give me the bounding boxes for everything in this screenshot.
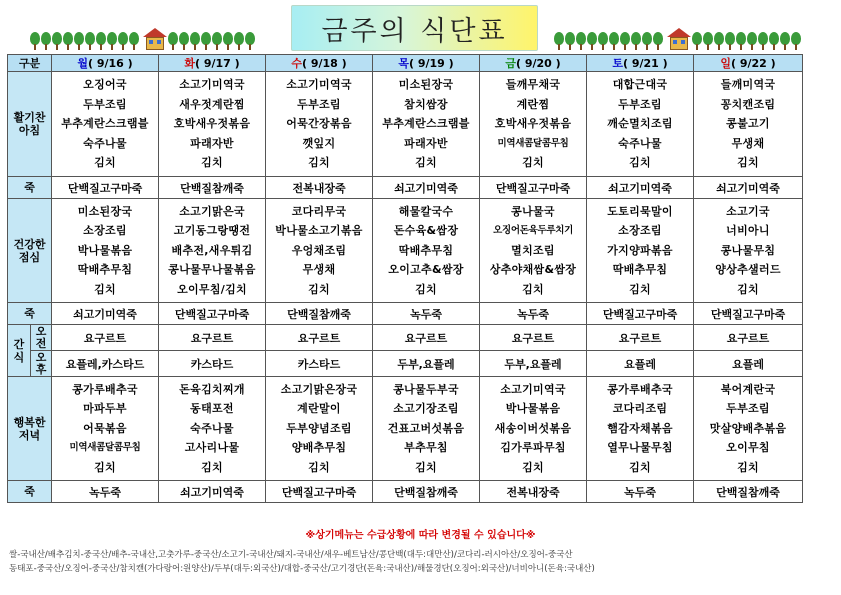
lunch-mon: 미소된장국 소장조림 박나물볶음 딱배추무침 김치 bbox=[52, 199, 159, 303]
lunch-fri: 콩나물국 오징어돈육두루치기 멸치조림 상추야채쌈&쌈장 김치 bbox=[480, 199, 587, 303]
lunch-porridge-sat: 단백질고구마죽 bbox=[587, 303, 694, 325]
day-header-thu bbox=[373, 55, 480, 72]
tree-icon bbox=[118, 32, 128, 50]
dinner-sun: 북어계란국 두부조림 맛살양배추볶음 오이무침 김치 bbox=[694, 377, 803, 481]
snack-am-sun: 요구르트 bbox=[694, 325, 803, 351]
breakfast-porridge-row bbox=[8, 177, 803, 199]
snack-pm-label: 오 후 bbox=[31, 351, 52, 377]
breakfast-row bbox=[8, 72, 803, 177]
lunch-label: 건강한 점심 bbox=[8, 199, 52, 303]
day-name: 일 bbox=[720, 57, 731, 70]
header-corner: 구분 bbox=[8, 55, 52, 72]
snack-pm-fri: 두부,요플레 bbox=[480, 351, 587, 377]
snack-am-fri: 요구르트 bbox=[480, 325, 587, 351]
day-date: ( 9/22 ) bbox=[730, 57, 776, 70]
tree-decoration-right bbox=[554, 28, 801, 50]
tree-icon bbox=[736, 32, 746, 50]
breakfast-mon: 오징어국 두부조림 부추계란스크램블 숙주나물 김치 bbox=[52, 72, 159, 177]
dinner-porridge-fri: 전복내장죽 bbox=[480, 481, 587, 503]
breakfast-wed: 소고기미역국 두부조림 어묵간장볶음 깻잎지 김치 bbox=[266, 72, 373, 177]
snack-label: 간 식 bbox=[8, 325, 31, 377]
snack-pm-sat: 요플레 bbox=[587, 351, 694, 377]
day-header-mon bbox=[52, 55, 159, 72]
lunch-porridge-row bbox=[8, 303, 803, 325]
tree-icon bbox=[576, 32, 586, 50]
day-header-sat bbox=[587, 55, 694, 72]
tree-icon bbox=[107, 32, 117, 50]
day-date: ( 9/21 ) bbox=[622, 57, 668, 70]
breakfast-porridge-fri: 단백질고구마죽 bbox=[480, 177, 587, 199]
tree-icon bbox=[85, 32, 95, 50]
day-name: 화 bbox=[184, 57, 195, 70]
snack-pm-mon: 요플레,카스타드 bbox=[52, 351, 159, 377]
lunch-porridge-mon: 쇠고기미역죽 bbox=[52, 303, 159, 325]
snack-pm-tue: 카스타드 bbox=[159, 351, 266, 377]
day-date: ( 9/16 ) bbox=[87, 57, 133, 70]
snack-am-wed: 요구르트 bbox=[266, 325, 373, 351]
dinner-porridge-sat: 녹두죽 bbox=[587, 481, 694, 503]
breakfast-sat: 대합근대국 두부조림 깨순멸치조림 숙주나물 김치 bbox=[587, 72, 694, 177]
dinner-porridge-wed: 단백질고구마죽 bbox=[266, 481, 373, 503]
tree-icon bbox=[223, 32, 233, 50]
header-row bbox=[8, 55, 803, 72]
tree-icon bbox=[725, 32, 735, 50]
menu-title-banner bbox=[291, 5, 538, 51]
tree-icon bbox=[74, 32, 84, 50]
tree-icon bbox=[747, 32, 757, 50]
breakfast-porridge-sat: 쇠고기미역죽 bbox=[587, 177, 694, 199]
tree-icon bbox=[554, 32, 564, 50]
day-name: 수 bbox=[291, 57, 302, 70]
day-name: 토 bbox=[612, 57, 623, 70]
breakfast-porridge-tue: 단백질참깨죽 bbox=[159, 177, 266, 199]
day-header-sun bbox=[694, 55, 803, 72]
dinner-porridge-row bbox=[8, 481, 803, 503]
lunch-wed: 코다리무국 박나물소고기볶음 우엉채조림 무생채 김치 bbox=[266, 199, 373, 303]
tree-icon bbox=[598, 32, 608, 50]
lunch-sun: 소고기국 너비아니 콩나물무침 양상추샐러드 김치 bbox=[694, 199, 803, 303]
lunch-tue: 소고기맑은국 고기동그랑땡전 배추전,새우튀김 콩나물무나물볶음 오이무침/김치 bbox=[159, 199, 266, 303]
tree-icon bbox=[703, 32, 713, 50]
origin-line: 동태포-중국산/오징어-중국산/참치캔(가다랑어:원양산)/두부(대두:외국산)/대합-중국산/고기경단(돈육:국내산)/해물경단(오징어:외국산)/너비아니(돈육:국내산) bbox=[9, 564, 595, 574]
day-header-tue bbox=[159, 55, 266, 72]
tree-icon bbox=[201, 32, 211, 50]
dinner-mon: 콩가루배추국 마파두부 어묵볶음 미역새콤달콤무침 김치 bbox=[52, 377, 159, 481]
snack-am-thu: 요구르트 bbox=[373, 325, 480, 351]
tree-icon bbox=[587, 32, 597, 50]
dinner-label: 행복한 저녁 bbox=[8, 377, 52, 481]
breakfast-thu: 미소된장국 참치쌈장 부추계란스크램블 파래자반 김치 bbox=[373, 72, 480, 177]
tree-icon bbox=[692, 32, 702, 50]
snack-am-row bbox=[8, 325, 803, 351]
lunch-porridge-tue: 단백질고구마죽 bbox=[159, 303, 266, 325]
lunch-thu: 해물칼국수 돈수육&쌈장 딱배추무침 오이고추&쌈장 김치 bbox=[373, 199, 480, 303]
porridge-label: 죽 bbox=[8, 303, 52, 325]
breakfast-fri: 들깨무채국 계란찜 호박새우젓볶음 미역새콤달콤무침 김치 bbox=[480, 72, 587, 177]
tree-icon bbox=[129, 32, 139, 50]
origin-line: 쌀-국내산/배추김치-중국산/배추-국내산,고춧가루-중국산/소고기-국내산/돼지-국내산/새우-베트남산/콩단백(대두:대만산)/코다리-러시아산/오징어-중국산 bbox=[9, 550, 573, 560]
origin-info bbox=[9, 548, 834, 576]
dinner-porridge-sun: 단백질참깨죽 bbox=[694, 481, 803, 503]
tree-icon bbox=[791, 32, 801, 50]
day-header-wed bbox=[266, 55, 373, 72]
lunch-sat: 도토리묵말이 소장조림 가지양파볶음 딱배추무침 김치 bbox=[587, 199, 694, 303]
breakfast-porridge-mon: 단백질고구마죽 bbox=[52, 177, 159, 199]
tree-icon bbox=[631, 32, 641, 50]
tree-decoration-left bbox=[30, 28, 255, 50]
snack-am-mon: 요구르트 bbox=[52, 325, 159, 351]
tree-icon bbox=[234, 32, 244, 50]
page-title: 금주의 식단표 bbox=[321, 15, 508, 47]
snack-pm-thu: 두부,요플레 bbox=[373, 351, 480, 377]
snack-am-tue: 요구르트 bbox=[159, 325, 266, 351]
dinner-wed: 소고기맑은장국 계란말이 두부양념조림 양배추무침 김치 bbox=[266, 377, 373, 481]
snack-pm-sun: 요플레 bbox=[694, 351, 803, 377]
tree-icon bbox=[212, 32, 222, 50]
tree-icon bbox=[714, 32, 724, 50]
tree-icon bbox=[245, 32, 255, 50]
day-date: ( 9/19 ) bbox=[408, 57, 454, 70]
day-name: 목 bbox=[398, 57, 409, 70]
tree-icon bbox=[168, 32, 178, 50]
lunch-row bbox=[8, 199, 803, 303]
snack-am-sat: 요구르트 bbox=[587, 325, 694, 351]
dinner-sat: 콩가루배추국 코다리조림 햄감자채볶음 열무나물무침 김치 bbox=[587, 377, 694, 481]
tree-icon bbox=[780, 32, 790, 50]
tree-icon bbox=[653, 32, 663, 50]
tree-icon bbox=[30, 32, 40, 50]
day-name: 월 bbox=[77, 57, 88, 70]
tree-icon bbox=[620, 32, 630, 50]
snack-am-label: 오 전 bbox=[31, 325, 52, 351]
tree-icon bbox=[63, 32, 73, 50]
tree-icon bbox=[565, 32, 575, 50]
snack-pm-wed: 카스타드 bbox=[266, 351, 373, 377]
day-date: ( 9/20 ) bbox=[515, 57, 561, 70]
dinner-porridge-mon: 녹두죽 bbox=[52, 481, 159, 503]
breakfast-label: 활기찬 아침 bbox=[8, 72, 52, 177]
house-icon bbox=[143, 28, 167, 50]
porridge-label: 죽 bbox=[8, 481, 52, 503]
dinner-porridge-thu: 단백질참깨죽 bbox=[373, 481, 480, 503]
lunch-porridge-fri: 녹두죽 bbox=[480, 303, 587, 325]
day-date: ( 9/18 ) bbox=[301, 57, 347, 70]
breakfast-porridge-sun: 쇠고기미역죽 bbox=[694, 177, 803, 199]
tree-icon bbox=[179, 32, 189, 50]
tree-icon bbox=[190, 32, 200, 50]
breakfast-tue: 소고기미역국 새우젓계란찜 호박새우젓볶음 파래자반 김치 bbox=[159, 72, 266, 177]
lunch-porridge-wed: 단백질참깨죽 bbox=[266, 303, 373, 325]
tree-icon bbox=[52, 32, 62, 50]
tree-icon bbox=[642, 32, 652, 50]
house-icon bbox=[667, 28, 691, 50]
day-header-fri bbox=[480, 55, 587, 72]
tree-icon bbox=[758, 32, 768, 50]
dinner-fri: 소고기미역국 박나물볶음 새송이버섯볶음 김가루파무침 김치 bbox=[480, 377, 587, 481]
weekly-menu-table bbox=[7, 54, 803, 503]
change-notice: ※상기메뉴는 수급상황에 따라 변경될 수 있습니다※ bbox=[305, 530, 536, 541]
dinner-row bbox=[8, 377, 803, 481]
tree-icon bbox=[609, 32, 619, 50]
day-name: 금 bbox=[505, 57, 516, 70]
tree-icon bbox=[41, 32, 51, 50]
dinner-thu: 콩나물두부국 소고기장조림 건표고버섯볶음 부추무침 김치 bbox=[373, 377, 480, 481]
day-date: ( 9/17 ) bbox=[194, 57, 240, 70]
dinner-tue: 돈육김치찌개 동태포전 숙주나물 고사리나물 김치 bbox=[159, 377, 266, 481]
dinner-porridge-tue: 쇠고기미역죽 bbox=[159, 481, 266, 503]
breakfast-porridge-thu: 쇠고기미역죽 bbox=[373, 177, 480, 199]
lunch-porridge-sun: 단백질고구마죽 bbox=[694, 303, 803, 325]
tree-icon bbox=[769, 32, 779, 50]
breakfast-porridge-wed: 전복내장죽 bbox=[266, 177, 373, 199]
snack-pm-row bbox=[8, 351, 803, 377]
breakfast-sun: 들깨미역국 꽁치캔조림 콩불고기 무생채 김치 bbox=[694, 72, 803, 177]
tree-icon bbox=[96, 32, 106, 50]
lunch-porridge-thu: 녹두죽 bbox=[373, 303, 480, 325]
porridge-label: 죽 bbox=[8, 177, 52, 199]
